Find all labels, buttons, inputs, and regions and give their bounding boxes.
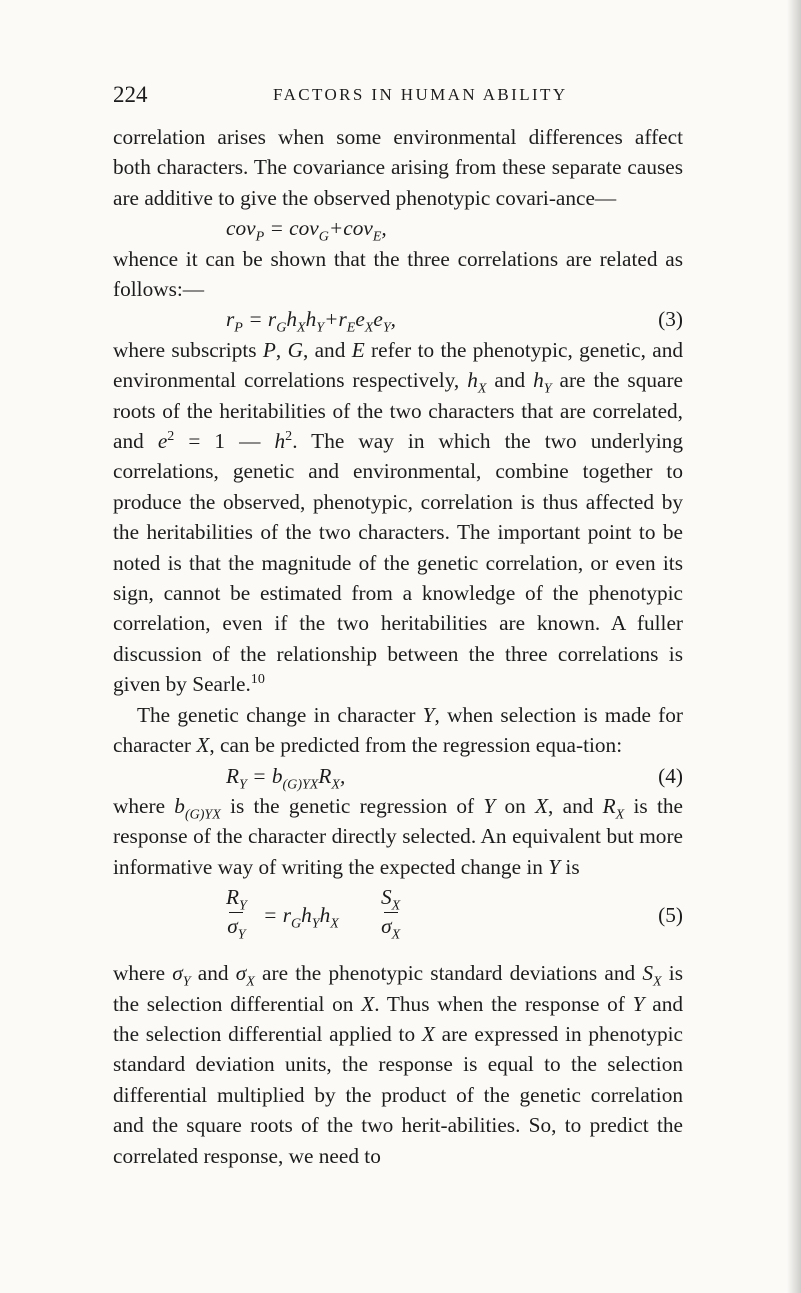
page-body xyxy=(113,122,683,1171)
equation-4: $R_Y = b_{(G)YX}R_X$, (4) xyxy=(113,761,683,791)
eq5-rhs-fraction: $S_X$ $\sigma_X$ xyxy=(381,885,401,943)
paragraph-3: where subscripts P, G, and E refer to the phenotypic, genetic, and environmental correlations respectively, $h_X$ and $h_Y$ are the square roots of the heritabilities of the two characters that are correlated, and $e^2 = 1$ — $h^2$. The way in which the two underlying correlations, genetic and environmental, combine together to produce the observed, phenotypic, correlation is thus affected by the heritabilities of the two characters. The important point to be noted is that the magnitude of the genetic correlation, or even its sign, cannot be estimated from a knowledge of the phenotypic correlation, even if the two heritabilities are known. A fuller discussion of the relationship between the three correlations is given by Searle.$^{10}$ xyxy=(113,337,683,697)
equation-covariance: cov$_P$ = cov$_G$+cov$_E$, xyxy=(226,216,387,245)
paragraph-1: correlation arises when some environmental differences affect both characters. The covariance arising from these separate causes are additive to give the observed phenotypic covari-ance— xyxy=(113,125,683,210)
equation-3: $r_P = r_Gh_Xh_Y+r_Ee_Xe_Y$, (3) xyxy=(113,304,683,334)
page-edge-shadow xyxy=(787,0,801,1293)
paragraph-4: The genetic change in character Y, when selection is made for character X, can be predicted from the regression equa-tion: xyxy=(113,702,683,758)
page-number: 224 xyxy=(113,82,148,107)
equation-5: $R_Y$ $\sigma_Y$ = $r_Gh_Yh_X$ $S_X$ $\sigma_X$ (5) xyxy=(113,882,683,958)
eq5-lhs-fraction: $R_Y$ $\sigma_Y$ xyxy=(226,885,247,943)
equation-5-number: (5) xyxy=(658,903,683,928)
page-header xyxy=(113,82,683,112)
eq1-lhs: cov xyxy=(226,216,256,241)
equation-3-number: (3) xyxy=(658,307,683,332)
paragraph-6: where $\sigma_Y$ and $\sigma_X$ are the phenotypic standard deviations and $S_X$ is the selection differential on X. Thus when the response of Y and the selection differential applied to X are expressed in phenotypic standard deviation units, the response is equal to the selection differential multiplied by the product of the genetic correlation and the square roots of the two herit-abilities. So, to predict the correlated response, we need to xyxy=(113,961,684,1168)
paragraph-2: whence it can be shown that the three correlations are related as follows:— xyxy=(113,246,683,302)
equation-4-number: (4) xyxy=(658,763,683,788)
running-head: FACTORS IN HUMAN ABILITY xyxy=(273,85,568,104)
footnote-ref: 10 xyxy=(250,671,265,688)
paragraph-5: where $b_{(G)YX}$ is the genetic regression of Y on X, and $R_X$ is the response of the character directly selected. An equivalent but more informative way of writing the expected change in Y is xyxy=(113,793,683,879)
